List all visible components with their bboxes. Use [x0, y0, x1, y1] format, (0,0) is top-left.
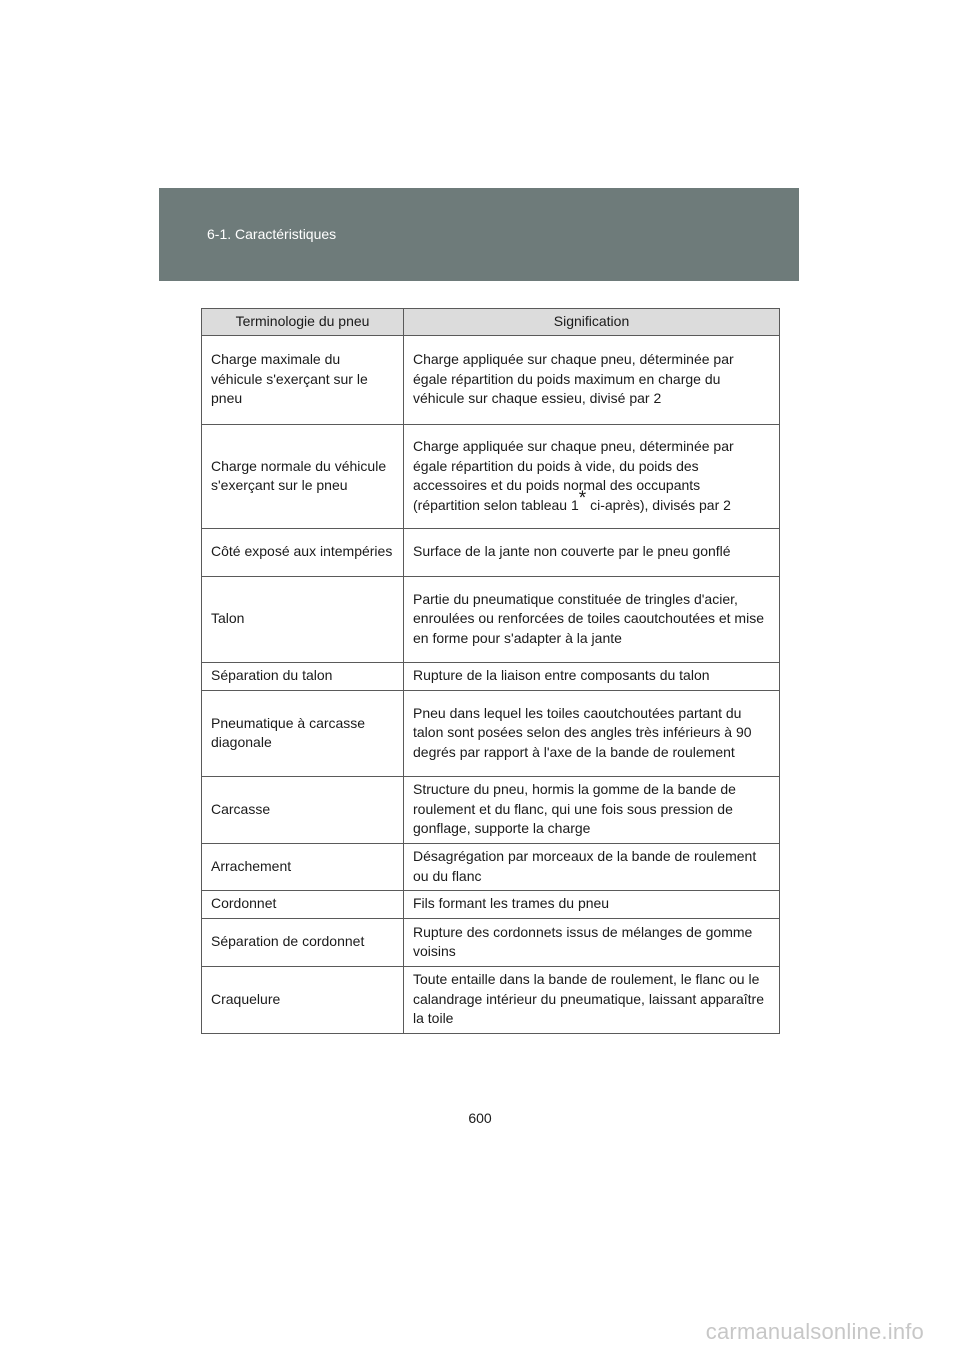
term-cell: Arrachement: [202, 844, 404, 891]
definition-cell: [404, 425, 780, 529]
column-header-term: Terminologie du pneu: [202, 309, 404, 336]
table-row: [202, 336, 780, 425]
definition-cell: Partie du pneumatique constituée de tringles d'acier, enroulées ou renforcées de toiles caoutchoutées et mise en forme pour s'adapter à la jante: [404, 577, 780, 663]
table-row: [202, 919, 780, 967]
table-row: [202, 891, 780, 919]
table-row: [202, 967, 780, 1034]
column-header-definition: Signification: [404, 309, 780, 336]
table-row: [202, 529, 780, 577]
table-row: [202, 425, 780, 529]
table-row: [202, 844, 780, 891]
term-cell: Séparation du talon: [202, 663, 404, 691]
definition-cell: Rupture de la liaison entre composants du talon: [404, 663, 780, 691]
tire-terminology-table: [201, 308, 780, 1034]
definition-text: Charge appliquée sur chaque pneu, déterminée par égale répartition du poids à vide, du poids des accessoires et du poids normal des occupants (répartition selon tableau 1: [413, 438, 734, 513]
table-row: [202, 777, 780, 844]
definition-text-continued: ci-après), divisés par 2: [586, 496, 731, 513]
table-row: [202, 577, 780, 663]
term-cell: Charge maximale du véhicule s'exerçant sur le pneu: [202, 336, 404, 425]
section-header-band: [159, 188, 799, 281]
watermark: carmanualsonline.info: [705, 1319, 924, 1344]
term-cell: Pneumatique à carcasse diagonale: [202, 691, 404, 777]
footnote-marker: *: [578, 487, 587, 509]
table-header-row: [202, 309, 780, 336]
table-row: [202, 691, 780, 777]
definition-cell: Désagrégation par morceaux de la bande de roulement ou du flanc: [404, 844, 780, 891]
definition-cell: Pneu dans lequel les toiles caoutchoutées partant du talon sont posées selon des angles très inférieurs à 90 degrés par rapport à l'axe de la bande de roulement: [404, 691, 780, 777]
term-cell: Craquelure: [202, 967, 404, 1034]
page-number: 600: [468, 1110, 492, 1126]
term-cell: Cordonnet: [202, 891, 404, 919]
section-title: 6-1. Caractéristiques: [207, 226, 337, 242]
term-cell: Séparation de cordonnet: [202, 919, 404, 967]
definition-cell: Surface de la jante non couverte par le pneu gonflé: [404, 529, 780, 577]
term-cell: Côté exposé aux intempéries: [202, 529, 404, 577]
definition-cell: Toute entaille dans la bande de roulement, le flanc ou le calandrage intérieur du pneumatique, laissant apparaître la toile: [404, 967, 780, 1034]
definition-cell: Structure du pneu, hormis la gomme de la bande de roulement et du flanc, qui une fois sous pression de gonflage, supporte la charge: [404, 777, 780, 844]
term-cell: Carcasse: [202, 777, 404, 844]
definition-cell: Fils formant les trames du pneu: [404, 891, 780, 919]
definition-cell: Rupture des cordonnets issus de mélanges de gomme voisins: [404, 919, 780, 967]
term-cell: Talon: [202, 577, 404, 663]
table-row: [202, 663, 780, 691]
definition-cell: Charge appliquée sur chaque pneu, déterminée par égale répartition du poids maximum en charge du véhicule sur chaque essieu, divisé par 2: [404, 336, 780, 425]
term-cell: Charge normale du véhicule s'exerçant sur le pneu: [202, 425, 404, 529]
